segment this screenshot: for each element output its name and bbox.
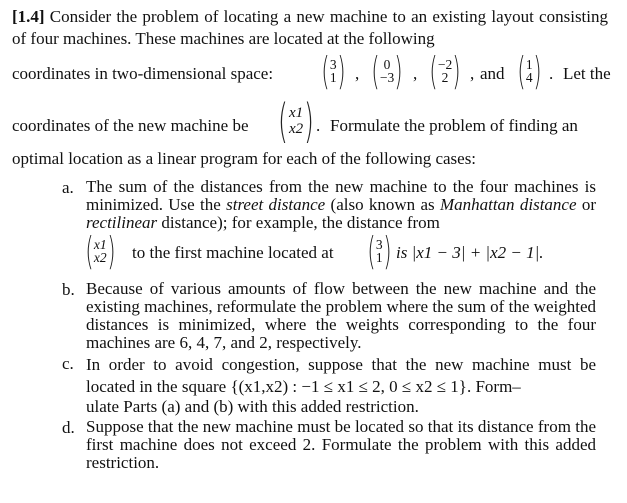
case-d bbox=[12, 418, 608, 472]
intro-paragraph bbox=[12, 6, 608, 50]
case-b-label: b. bbox=[62, 280, 75, 299]
case-a-to-first: to the first machine located at bbox=[132, 243, 334, 262]
coords-prefix: coordinates in two-dimensional space: bbox=[12, 64, 274, 83]
case-a-text: The sum of the distances from the new machine to the four machines is minimized. Use the street distance (also known as Manhattan distance or rectilinear distance); for example, the distance from bbox=[86, 177, 597, 232]
case-d-label: d. bbox=[62, 418, 75, 437]
intro-text: Consider the problem of locating a new machine to an existing layout consisting of four machines. These machines are located at the following bbox=[12, 7, 609, 48]
case-c-label: c. bbox=[62, 354, 74, 373]
case-a-first-vector: ( 3 1 ) bbox=[367, 229, 392, 273]
let-the-text: Let the bbox=[563, 64, 611, 83]
formulate-line2: optimal location as a linear program for each of the following cases: bbox=[12, 149, 477, 168]
case-a-new-vector: ( x1 x2 ) bbox=[85, 229, 116, 273]
machine-1-vector: ( 3 1 ) bbox=[321, 49, 346, 93]
problem-page bbox=[12, 6, 611, 472]
problem-number: [1.4] bbox=[12, 7, 45, 26]
new-machine-row: coordinates of the new machine be ( x1 x2 ) . Formulate the problem of finding an bbox=[12, 94, 578, 148]
coords-new-prefix: coordinates of the new machine be bbox=[12, 116, 249, 135]
and-word: and bbox=[480, 64, 505, 83]
cases-list bbox=[12, 178, 608, 472]
coordinates-row: coordinates in two-dimensional space: ( 3 1 ) , ( 0 −3 ) , ( −2 2 ) , and ( 1 4 ) . Let the bbox=[12, 49, 611, 93]
case-d-text: Suppose that the new machine must be located so that its distance from the first machine does not exceed 2. Formulate the problem with this added restriction. bbox=[86, 417, 596, 472]
case-a bbox=[12, 178, 608, 276]
case-b bbox=[12, 280, 608, 352]
case-a-label: a. bbox=[62, 178, 74, 197]
machine-2-vector: ( 0 −3 ) bbox=[371, 49, 403, 93]
case-c-text: In order to avoid congestion, suppose that the new machine must be located in the square {(x1,x2) : −1 ≤ x1 ≤ 2, 0 ≤ x2 ≤ 1}. Form– bbox=[86, 355, 596, 396]
case-c-text-2: ulate Parts (a) and (b) with this added restriction. bbox=[86, 397, 419, 416]
case-a-distance-expr: is |x1 − 3| + |x2 − 1|. bbox=[396, 243, 544, 262]
case-b-text: Because of various amounts of flow between the new machine and the existing machines, reformulate the problem where the sum of the weighted distances is minimized, where the weights corresponding to the four machines are 6, 4, 7, and 2, respectively. bbox=[86, 279, 596, 352]
case-a-example-row bbox=[85, 229, 608, 276]
machine-3-vector: ( −2 2 ) bbox=[429, 49, 461, 93]
case-c bbox=[12, 354, 608, 416]
machine-4-vector: ( 1 4 ) bbox=[517, 49, 542, 93]
new-machine-vector: ( x1 x2 ) bbox=[278, 94, 315, 148]
formulate-text: Formulate the problem of finding an bbox=[330, 116, 578, 135]
